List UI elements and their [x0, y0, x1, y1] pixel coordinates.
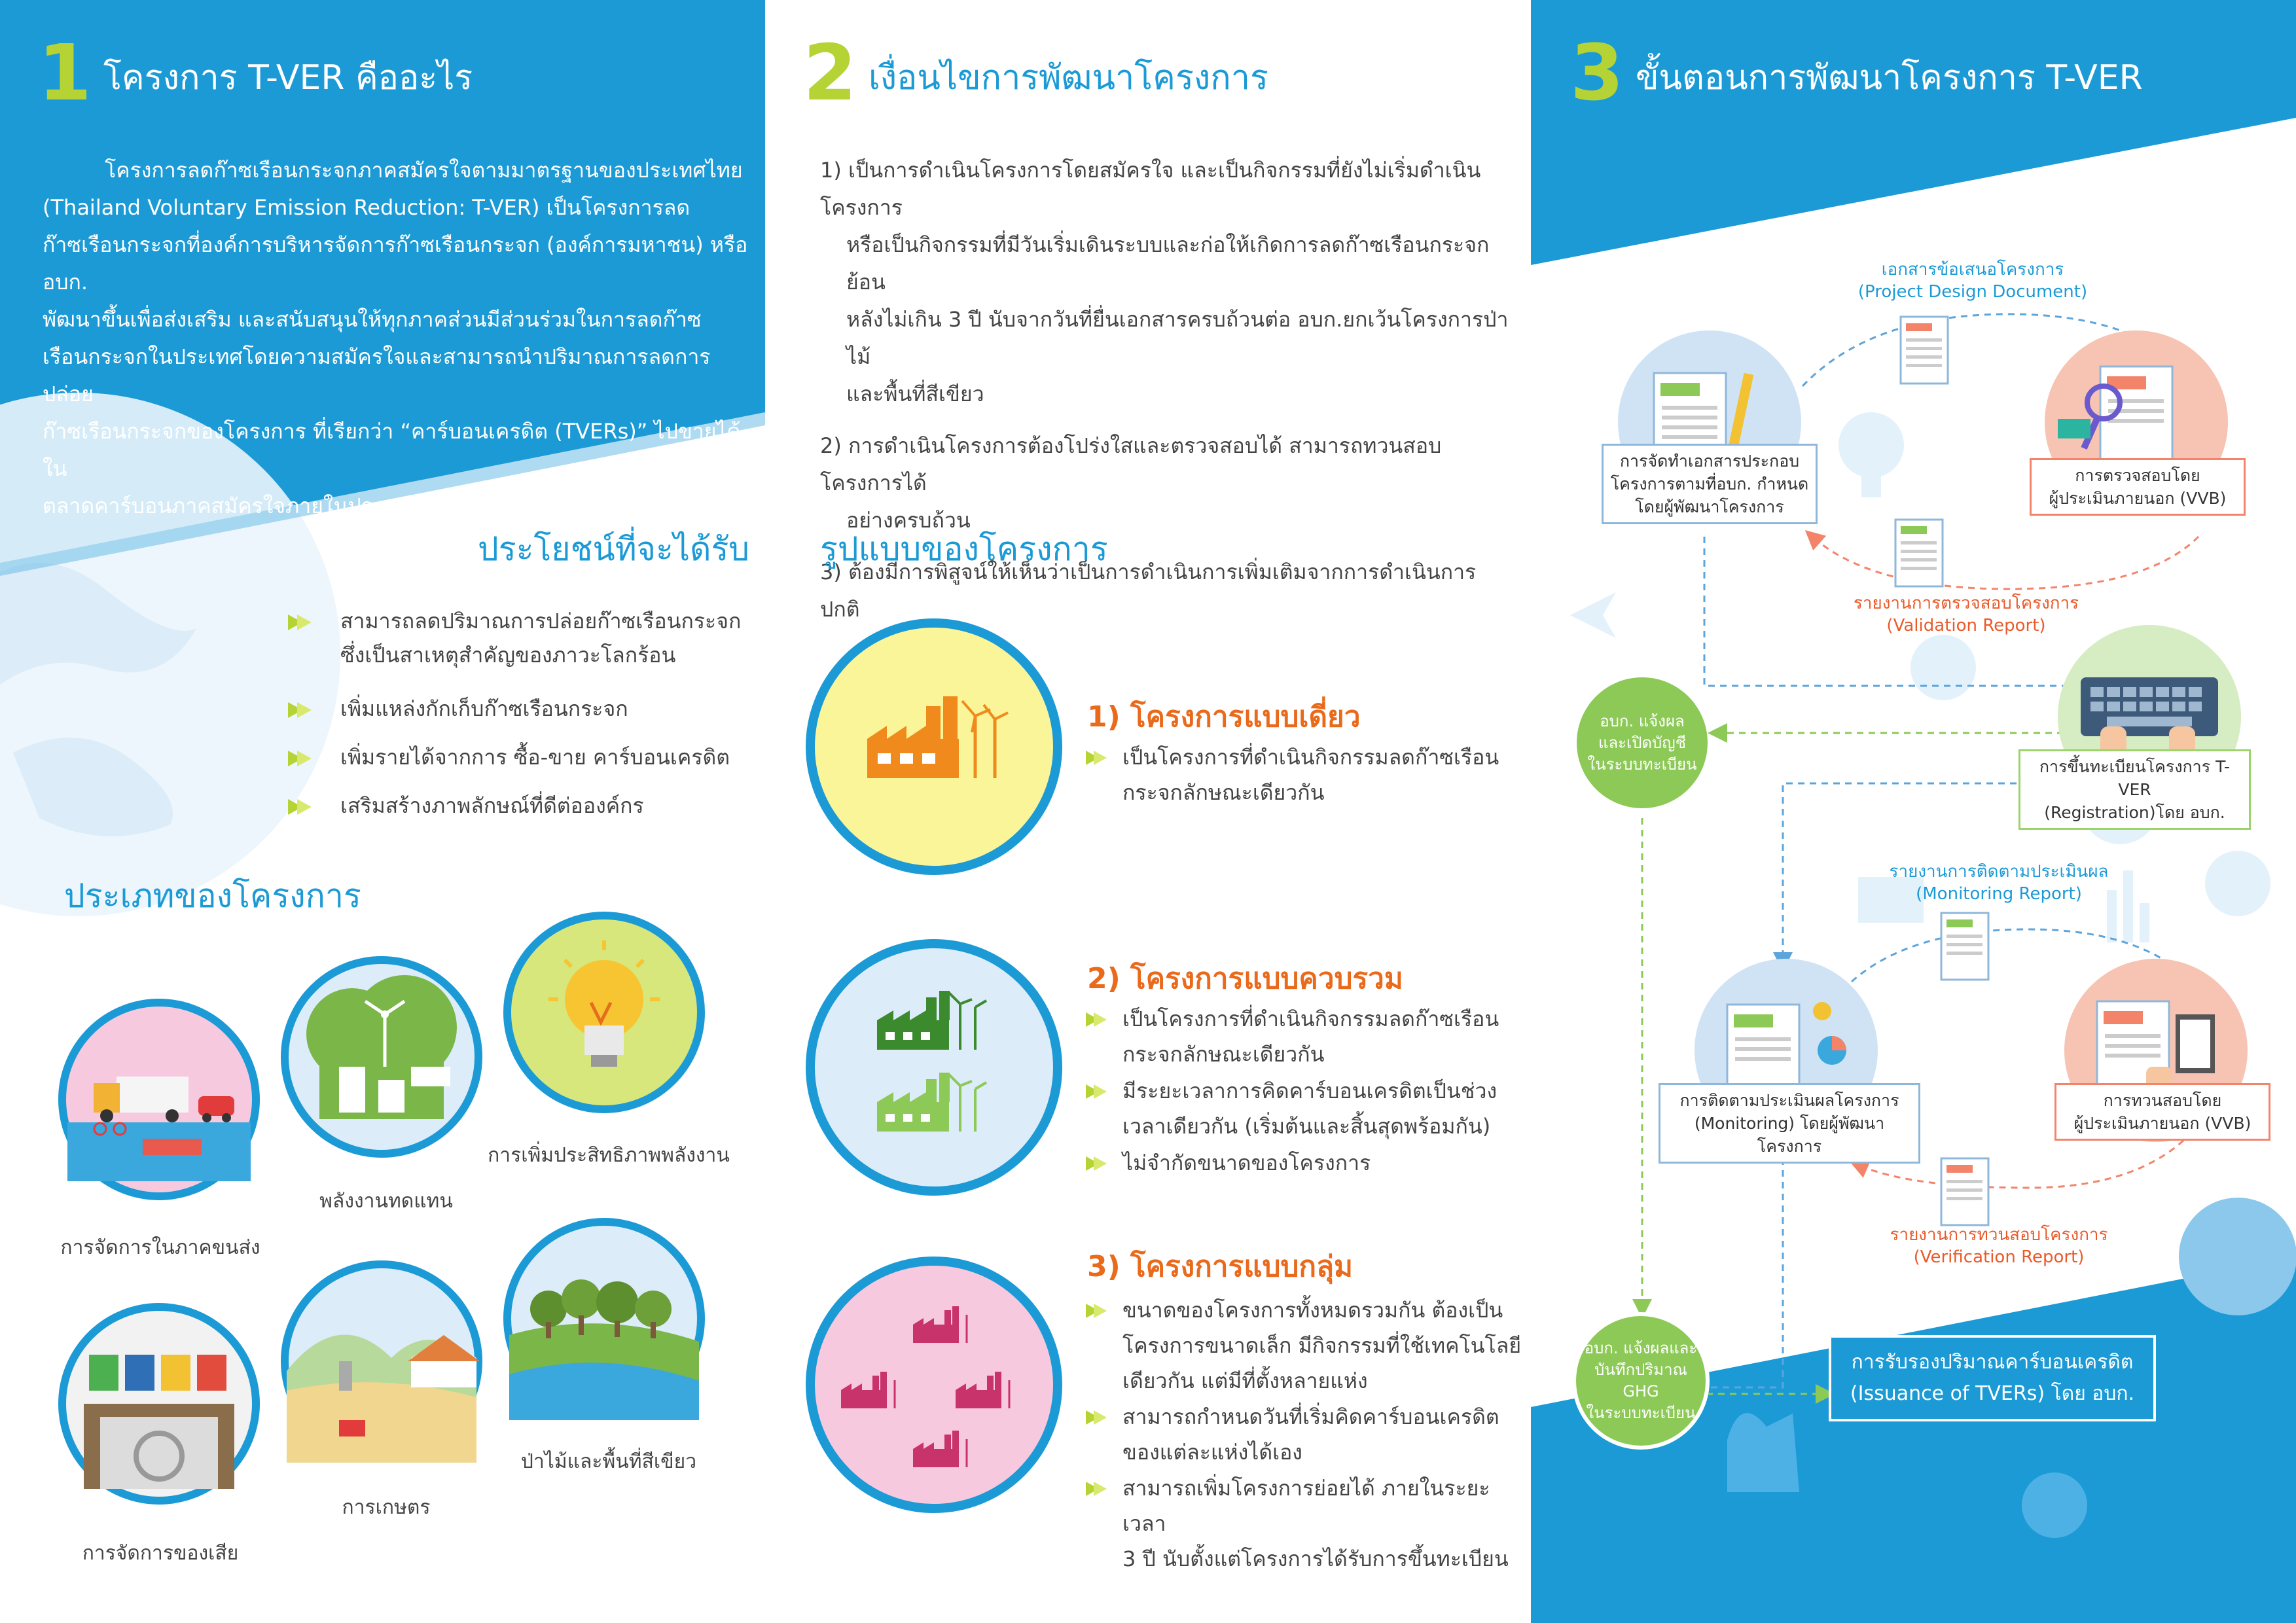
tgo-ghg-record: [1572, 1312, 1710, 1450]
benefit-item: เพิ่มแหล่งกักเก็บก๊าซเรือนกระจก: [288, 692, 759, 726]
section-number-2: 2: [803, 27, 857, 118]
green2-line: ในระบบทะเบียน: [1586, 1404, 1696, 1422]
benefit-item: เสริมสร้างภาพลักษณ์ที่ดีต่อองค์กร: [288, 789, 759, 823]
validation-label-th: รายงานการตรวจสอบโครงการ: [1853, 594, 2079, 613]
step3-line: การขึ้นทะเบียนโครงการ T-VER: [2039, 757, 2231, 799]
benefit-item: [288, 604, 759, 672]
step2-line: ผู้ประเมินภายนอก (VVB): [2049, 489, 2227, 508]
green2-line: บันทึกปริมาณ GHG: [1594, 1361, 1687, 1400]
verification-report-label: [1845, 1224, 2153, 1268]
condition-line: อย่างครบถ้วน: [846, 508, 971, 533]
factory-group-icon: [815, 1266, 1053, 1504]
group-project-circle: [806, 1257, 1062, 1513]
model1-line: กระจกลักษณะเดียวกัน: [1122, 780, 1325, 805]
intro-line: ก๊าซเรือนกระจกที่องค์การบริหารจัดการก๊าซเรือนกระจก (องค์การมหาชน) หรือ อบก.: [43, 232, 748, 294]
intro-line: ก๊าซเรือนกระจกของโครงการ ที่เรียกว่า “คาร์บอนเครดิต (TVERs)” ไปขายได้ใน: [43, 419, 741, 481]
model3-line: 3 ปี นับตั้งแต่โครงการได้รับการขึ้นทะเบียน: [1122, 1546, 1509, 1571]
model1-bullet: [1086, 740, 1518, 810]
condition-line: 1) เป็นการดำเนินโครงการโดยสมัครใจ และเป็นกิจกรรมที่ยังไม่เริ่มดำเนินโครงการ: [820, 158, 1481, 220]
green1-line: ในระบบทะเบียน: [1587, 755, 1697, 774]
condition-line: หลังไม่เกิน 3 ปี นับจากวันที่ยื่นเอกสารครบถ้วนต่อ อบก.ยกเว้นโครงการป่าไม้: [846, 307, 1509, 369]
type-caption: การเพิ่มประสิทธิภาพพลังงาน: [488, 1144, 730, 1167]
model1-line: เป็นโครงการที่ดำเนินกิจกรรมลดก๊าซเรือน: [1122, 745, 1499, 770]
step5-line: ผู้ประเมินภายนอก (VVB): [2073, 1114, 2251, 1133]
condition-line: หรือเป็นกิจกรรมที่มีวันเริ่มเดินระบบและก่อให้เกิดการลดก๊าซเรือนกระจกย้อน: [846, 232, 1490, 294]
model2-bullet: [1086, 1001, 1518, 1072]
step4-line: (Monitoring) โดยผู้พัฒนาโครงการ: [1694, 1114, 1885, 1156]
model3-line: เดียวกัน แต่มีที่ตั้งหลายแห่ง: [1122, 1368, 1368, 1393]
condition-line: 3) ต้องมีการพิสูจน์ให้เห็นว่าเป็นการดำเนินการเพิ่มเติมจากการดำเนินการปกติ: [820, 560, 1477, 622]
step-verification: [2054, 1083, 2270, 1141]
panel-process: [1531, 0, 2296, 1623]
type-caption: การเกษตร: [342, 1496, 431, 1519]
model3-bullet: [1086, 1399, 1524, 1470]
step-validation: [2030, 458, 2246, 516]
model2-line: กระจกลักษณะเดียวกัน: [1122, 1042, 1325, 1067]
verification-document-icon: [1940, 1157, 1992, 1232]
model3-line: โครงการขนาดเล็ก มีกิจกรรมที่ใช้เทคโนโลยี: [1122, 1333, 1522, 1358]
panel-conditions: [765, 0, 1531, 1623]
step-registration: [2018, 749, 2251, 830]
monitoring-report-label: [1845, 861, 2153, 905]
transport-illustration: [58, 998, 260, 1201]
step4-line: การติดตามประเมินผลโครงการ: [1679, 1091, 1899, 1110]
model3-bullet: [1086, 1471, 1524, 1577]
intro-line: เรือนกระจกในประเทศโดยความสมัครใจและสามารถนำปริมาณการลดการปล่อย: [43, 344, 711, 406]
issuance-line: (Issuance of TVERs) โดย อบก.: [1850, 1382, 2135, 1405]
verification-label-th: รายงานการทวนสอบโครงการ: [1890, 1225, 2108, 1245]
validation-document-icon: [1894, 518, 1946, 593]
section-number-1: 1: [38, 27, 92, 118]
step5-line: การทวนสอบโดย: [2103, 1091, 2222, 1110]
validation-label-en: (Validation Report): [1886, 616, 2046, 635]
section-title-3: ขั้นตอนการพัฒนาโครงการ T-VER: [1636, 58, 2143, 98]
intro-line: โครงการลดก๊าซเรือนกระจกภาคสมัครใจตามมาตรฐานของประเทศไทย: [105, 158, 743, 183]
energy-efficiency-illustration: [503, 911, 706, 1114]
factory-icon: [815, 628, 1053, 866]
monitoring-label-en: (Monitoring Report): [1916, 884, 2082, 904]
intro-line: ตลาดคาร์บอนภาคสมัครใจภายในประเทศ: [43, 493, 418, 518]
renewable-illustration: [280, 955, 483, 1158]
agriculture-illustration: [280, 1260, 483, 1463]
intro-line: พัฒนาขึ้นเพื่อส่งเสริม และสนับสนุนให้ทุกภาคส่วนมีส่วนร่วมในการลดก๊าซ: [43, 307, 702, 332]
benefit-line: สามารถลดปริมาณการปล่อยก๊าซเรือนกระจก: [340, 609, 742, 633]
condition-line: 2) การดำเนินโครงการต้องโปร่งใสและตรวจสอบได้ สามารถทวนสอบโครงการได้: [820, 433, 1442, 495]
model3-title: 3) โครงการแบบกลุ่ม: [1087, 1250, 1354, 1283]
model2-bullet: ไม่จำกัดขนาดของโครงการ: [1086, 1145, 1518, 1181]
step3-line: (Registration)โดย อบก.: [2044, 803, 2225, 822]
benefits-title: ประโยชน์ที่จะได้รับ: [478, 530, 750, 568]
step1-line: โดยผู้พัฒนาโครงการ: [1635, 497, 1784, 516]
single-project-circle: [806, 618, 1062, 875]
green1-line: อบก. แจ้งผล: [1600, 711, 1685, 730]
model2-line: เป็นโครงการที่ดำเนินกิจกรรมลดก๊าซเรือน: [1122, 1007, 1499, 1031]
step2-line: การตรวจสอบโดย: [2075, 466, 2200, 485]
green1-line: และเปิดบัญชี: [1598, 733, 1687, 752]
step1-line: โครงการตามที่อบก. กำหนด: [1610, 474, 1809, 493]
step-document-preparation: [1602, 444, 1818, 524]
factory-pair-icon: [815, 948, 1053, 1186]
type-caption: การจัดการในภาคขนส่ง: [60, 1236, 260, 1259]
verification-label-en: (Verification Report): [1913, 1247, 2085, 1267]
pdd-label-en: (Project Design Document): [1857, 282, 2088, 302]
intro-paragraph: [43, 152, 749, 525]
type-caption: พลังงานทดแทน: [319, 1190, 453, 1213]
model3-line: ของแต่ละแห่งได้เอง: [1122, 1440, 1302, 1465]
condition-line: และพื้นที่สีเขียว: [846, 382, 984, 406]
step-monitoring: [1659, 1083, 1920, 1164]
types-title: ประเภทของโครงการ: [64, 877, 361, 915]
monitoring-document-icon: [1940, 912, 1992, 986]
benefit-line: ซึ่งเป็นสาเหตุสำคัญของภาวะโลกร้อน: [340, 643, 676, 668]
model3-line: สามารถกำหนดวันที่เริ่มคิดคาร์บอนเครดิต: [1122, 1404, 1499, 1429]
benefit-item: เพิ่มรายได้จากการ ซื้อ-ขาย คาร์บอนเครดิต: [288, 740, 759, 774]
tgo-account-opening: [1577, 677, 1708, 808]
type-caption: ป่าไม้และพื้นที่สีเขียว: [520, 1450, 697, 1473]
model2-line: มีระยะเวลาการคิดคาร์บอนเครดิตเป็นช่วง: [1122, 1079, 1498, 1103]
bundled-project-circle: [806, 939, 1062, 1196]
waste-illustration: [58, 1302, 260, 1505]
pdd-label: [1819, 259, 2126, 303]
green2-line: อบก. แจ้งผลและ: [1584, 1339, 1698, 1357]
models-title: รูปแบบของโครงการ: [820, 530, 1108, 568]
section-title-2: เงื่อนไขการพัฒนาโครงการ: [869, 58, 1268, 98]
model2-line: เวลาเดียวกัน (เริ่มต้นและสิ้นสุดพร้อมกัน): [1122, 1114, 1491, 1139]
model3-line: สามารถเพิ่มโครงการย่อยได้ ภายในระยะเวลา: [1122, 1476, 1490, 1536]
section-number-3: 3: [1570, 27, 1624, 118]
monitoring-label-th: รายงานการติดตามประเมินผล: [1889, 862, 2109, 882]
model2-bullet: [1086, 1073, 1518, 1144]
issuance-box: [1829, 1335, 2156, 1421]
model1-title: 1) โครงการแบบเดี่ยว: [1087, 700, 1361, 734]
pdd-document-icon: [1899, 315, 1952, 390]
model3-bullet: [1086, 1293, 1524, 1399]
model3-line: ขนาดของโครงการทั้งหมดรวมกัน ต้องเป็น: [1122, 1298, 1503, 1323]
forestry-illustration: [503, 1217, 706, 1420]
panel-what-is-tver: [0, 0, 765, 1623]
intro-line: (Thailand Voluntary Emission Reduction: T-VER) เป็นโครงการลด: [43, 195, 691, 220]
issuance-line: การรับรองปริมาณคาร์บอนเครดิต: [1851, 1351, 2134, 1374]
validation-report-label: [1812, 592, 2120, 637]
section-title-1: โครงการ T-VER คืออะไร: [103, 58, 473, 98]
step1-line: การจัดทำเอกสารประกอบ: [1619, 452, 1800, 471]
type-caption: การจัดการของเสีย: [82, 1542, 239, 1565]
pdd-label-th: เอกสารข้อเสนอโครงการ: [1881, 260, 2064, 279]
model2-title: 2) โครงการแบบควบรวม: [1087, 962, 1403, 995]
